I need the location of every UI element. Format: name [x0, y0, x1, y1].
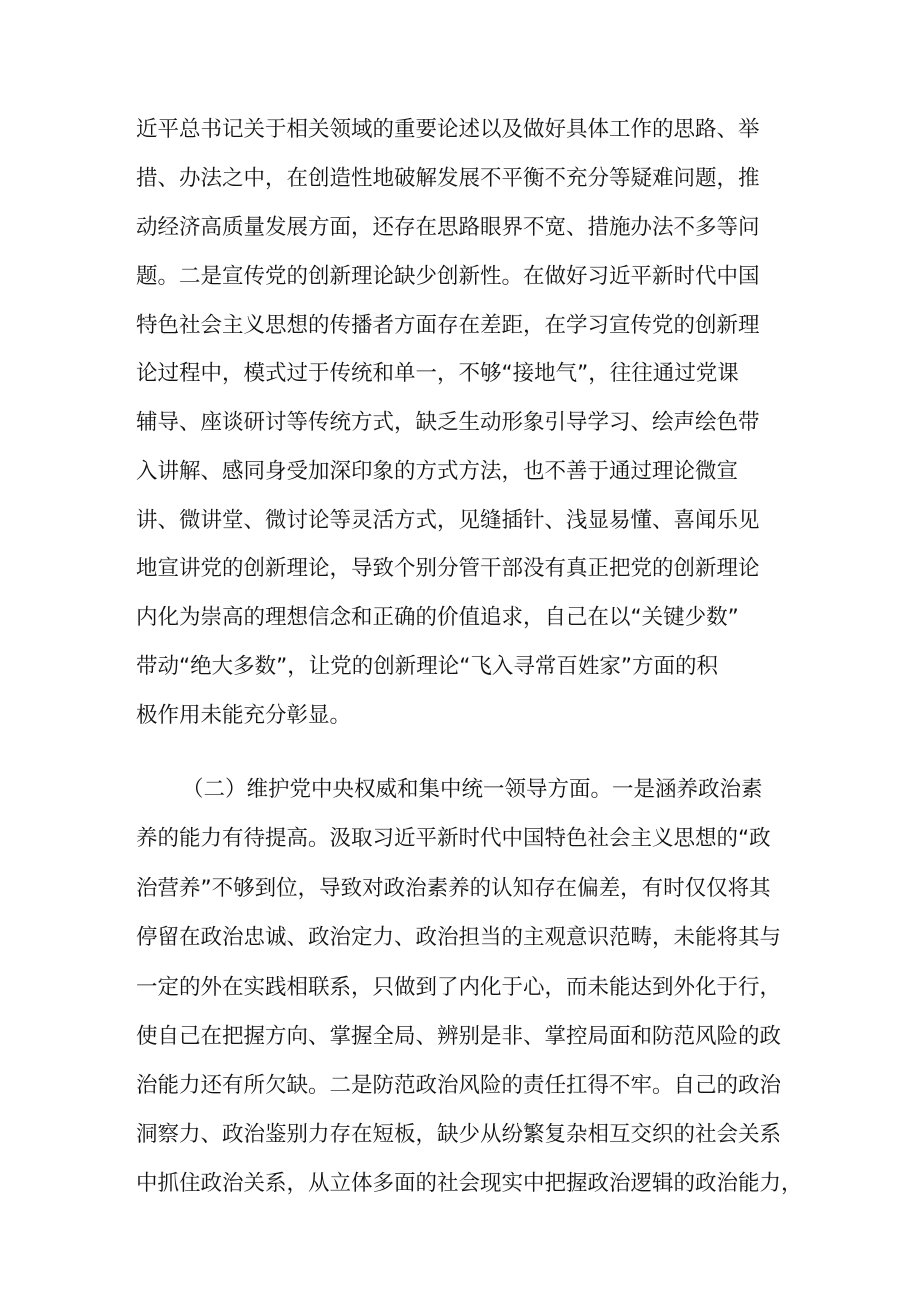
paragraph-2-line-2: 养的能力有待提高。汲取习近平新时代中国特色社会主义思想的“政 [136, 826, 771, 851]
paragraph-2-line-7: 治能力还有所欠缺。二是防范政治风险的责任扛得不牢。自己的政治 [136, 1073, 782, 1098]
paragraph-1-line-7: 辅导、座谈研讨等传统方式，缺乏生动形象引导学习、绘声绘色带 [136, 410, 760, 435]
paragraph-1-line-2: 措、办法之中，在创造性地破解发展不平衡不充分等疑难问题，推 [136, 166, 760, 191]
paragraph-2-line-9: 中抓住政治关系，从立体多面的社会现实中把握政治逻辑的政治能力， [136, 1171, 803, 1196]
paragraph-2-line-6: 使自己在把握方向、掌握全局、辨别是非、掌控局面和防范风险的政 [136, 1024, 782, 1049]
paragraph-1-line-1: 近平总书记关于相关领域的重要论述以及做好具体工作的思路、举 [136, 117, 760, 142]
paragraph-1-line-13: 极作用未能充分彰显。 [136, 703, 352, 728]
paragraph-1-line-9: 讲、微讲堂、微讨论等灵活方式，见缝插针、浅显易懂、喜闻乐见 [136, 508, 760, 533]
paragraph-1-line-3: 动经济高质量发展方面，还存在思路眼界不宽、措施办法不多等问 [136, 215, 760, 240]
paragraph-1-line-8: 入讲解、感同身受加深印象的方式方法，也不善于通过理论微宣 [136, 459, 739, 484]
paragraph-1-line-12: 带动“绝大多数”，让党的创新理论“飞入寻常百姓家”方面的积 [136, 654, 719, 679]
paragraph-1-line-11: 内化为崇高的理想信念和正确的价值追求，自己在以“关键少数” [136, 605, 739, 630]
paragraph-2-line-5: 一定的外在实践相联系，只做到了内化于心，而未能达到外化于行， [136, 975, 782, 1000]
paragraph-2-line-3: 治营养”不够到位，导致对政治素养的认知存在偏差，有时仅仅将其 [136, 876, 771, 901]
paragraph-1-line-10: 地宣讲党的创新理论，导致个别分管干部没有真正把党的创新理论 [136, 556, 760, 581]
paragraph-2-line-4: 停留在政治忠诚、政治定力、政治担当的主观意识范畴，未能将其与 [136, 925, 782, 950]
paragraph-1-line-4: 题。二是宣传党的创新理论缺少创新性。在做好习近平新时代中国 [136, 264, 760, 289]
paragraph-1-line-5: 特色社会主义思想的传播者方面存在差距，在学习宣传党的创新理 [136, 313, 760, 338]
paragraph-2-line-1: （二）维护党中央权威和集中统一领导方面。一是涵养政治素 [182, 777, 763, 802]
paragraph-2-line-8: 洞察力、政治鉴别力存在短板，缺少从纷繁复杂相互交织的社会关系 [136, 1122, 782, 1147]
paragraph-1-line-6: 论过程中，模式过于传统和单一，不够“接地气”，往往通过党课 [136, 361, 739, 386]
